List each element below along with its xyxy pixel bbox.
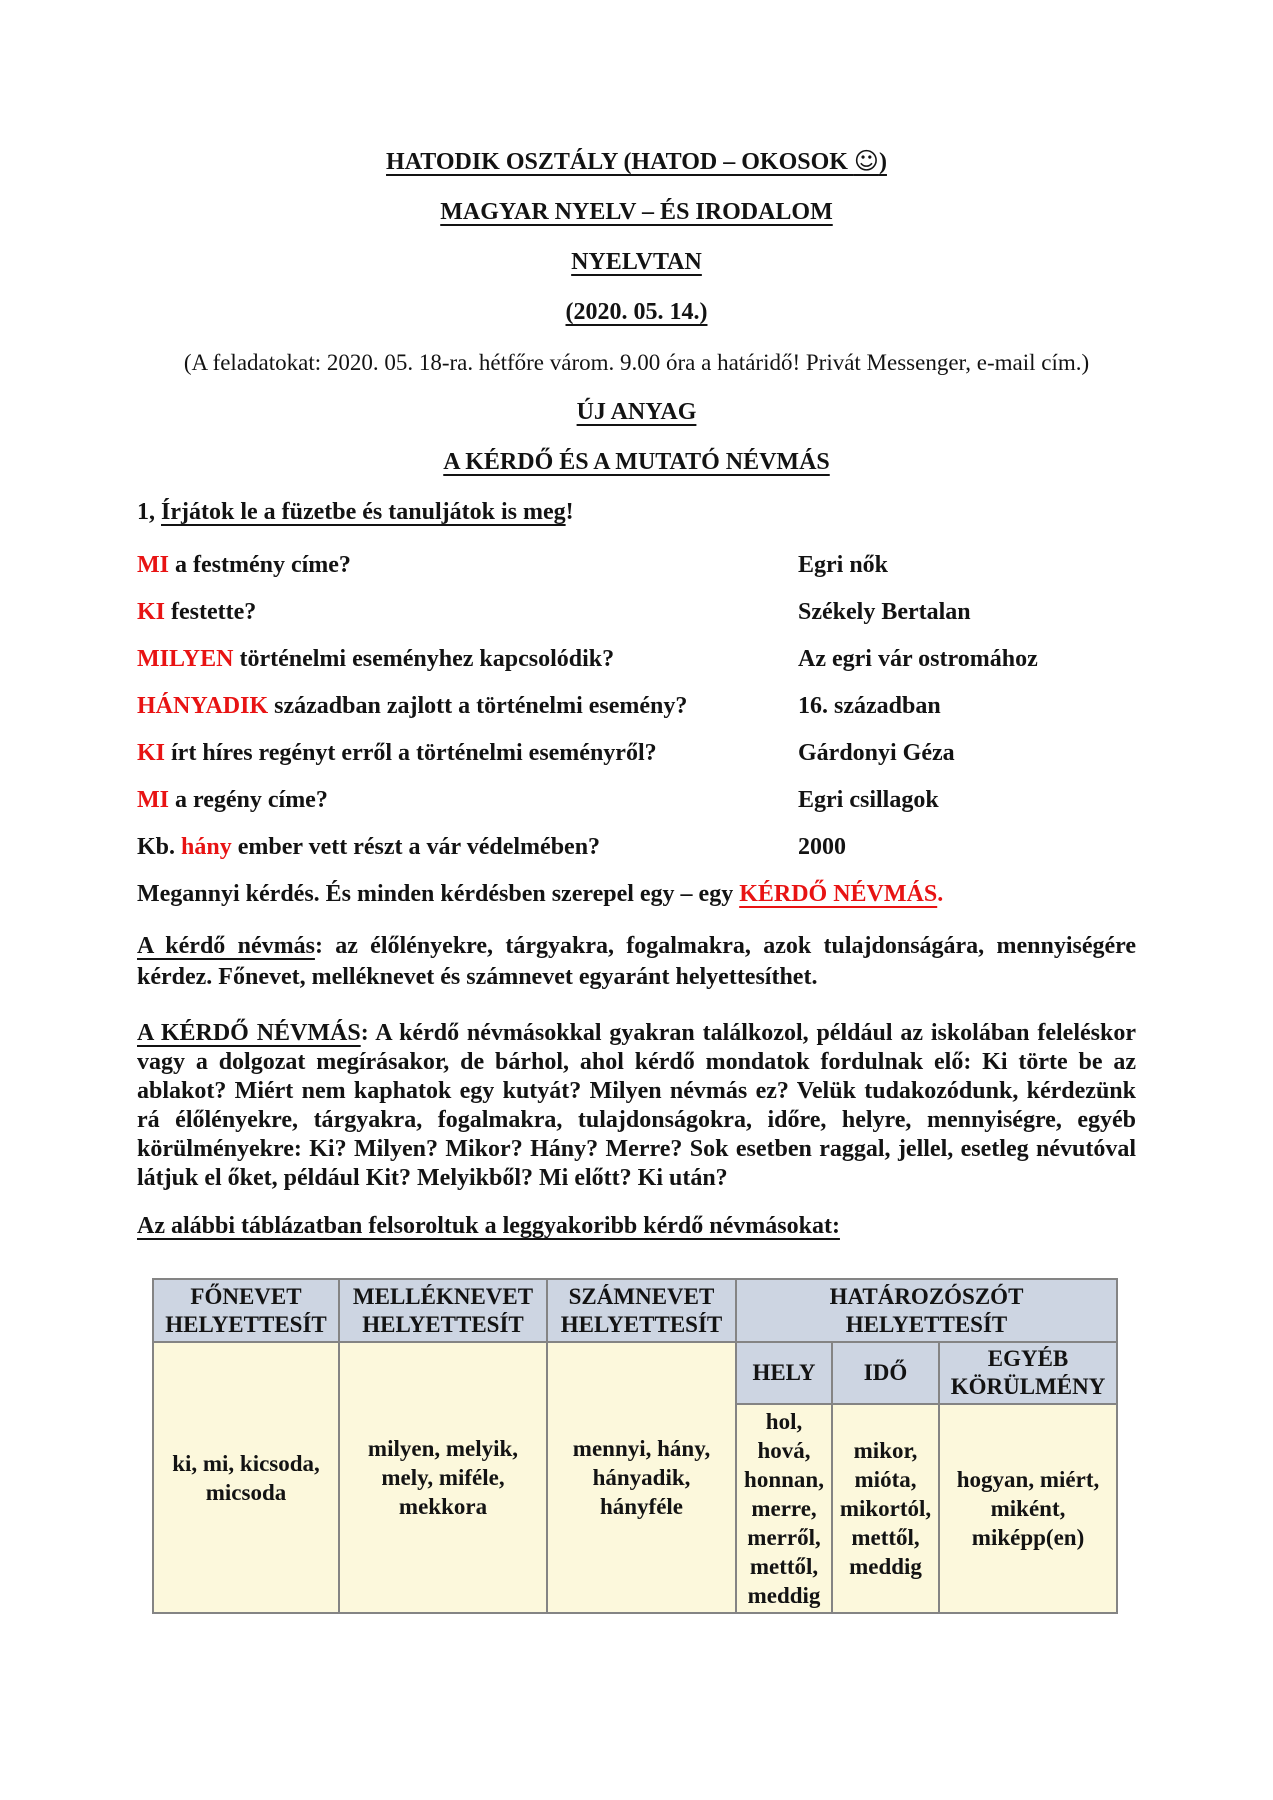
subheader-egyeb: EGYÉB KÖRÜLMÉNY [939, 1342, 1117, 1404]
doc-title [137, 146, 1136, 178]
qa-row [137, 832, 1136, 863]
summary-text: Megannyi kérdés. És minden kérdésben szerepel egy – egy [137, 881, 740, 907]
qa-row [137, 691, 1136, 722]
new-material-heading: ÚJ ANYAG [576, 399, 697, 425]
qa-row [137, 550, 1136, 581]
cell-fonev: ki, mi, kicsoda, micsoda [153, 1342, 339, 1613]
explanation-lead: A KÉRDŐ NÉVMÁS [137, 1020, 361, 1046]
qa-row [137, 738, 1136, 769]
answer: 16. században [798, 693, 941, 719]
question-word: hány [181, 834, 232, 860]
question-rest: festette? [165, 599, 257, 625]
qa-row [137, 644, 1136, 675]
summary-sentence [137, 879, 1136, 910]
question [137, 785, 798, 816]
qa-row [137, 597, 1136, 628]
question [137, 550, 798, 581]
subject-heading: MAGYAR NYELV – ÉS IRODALOM [440, 199, 833, 225]
task-number: 1, [137, 499, 155, 525]
date-heading: (2020. 05. 14.) [565, 299, 708, 325]
question-rest: történelmi eseményhez kapcsolódik? [233, 646, 615, 672]
question-word: KI [137, 599, 166, 625]
question-rest: ember vett részt a vár védelmében? [231, 834, 601, 860]
question [137, 691, 798, 722]
table-subheader-row [153, 1342, 1117, 1404]
question-word: HÁNYADIK [137, 693, 269, 719]
summary-period: . [937, 881, 944, 907]
header-fonevet: FŐNEVET HELYETTESÍT [153, 1279, 339, 1342]
doc-title-text: HATODIK OSZTÁLY (HATOD – OKOSOK [386, 149, 854, 175]
subheader-hely: HELY [736, 1342, 832, 1404]
question-rest: században zajlott a történelmi esemény? [268, 693, 688, 719]
question-prefix: Kb. [137, 834, 182, 860]
header-melleknevet: MELLÉKNEVET HELYETTESÍT [339, 1279, 547, 1342]
answer: Egri nők [798, 552, 889, 578]
qa-row [137, 785, 1136, 816]
explanation-body: A kérdő névmásokkal gyakran találkozol, például az iskolában feleléskor vagy a dolgozat megírásakor, de bárhol, ahol kérdő mondatok fordulnak elő: Ki törte be az ablakot? Miért nem kaphatok egy kutyát? Milyen névmás ez? Velük tudakozódunk, kérdezünk rá élőlényekre, tárgyakra, fogalmakra, tulajdonságokra, időre, helyre, mennyiségre, egyéb körülményekre: Ki? Milyen? Mikor? Hány? Merre? Sok esetben raggal, jellel, esetleg névutóval látjuk el őket, például Kit? Melyikből? Mi előtt? Ki után? [137, 1020, 1136, 1191]
task-exclamation: ! [565, 499, 574, 525]
question [137, 597, 798, 628]
task-text: Írjátok le a füzetbe és tanuljátok is meg [161, 499, 566, 525]
definition-colon: : [314, 933, 323, 959]
answer: Gárdonyi Géza [798, 740, 955, 766]
question-word: KI [137, 740, 166, 766]
header-hatarozoszot: HATÁROZÓSZÓT HELYETTESÍT [736, 1279, 1117, 1342]
question [137, 644, 798, 675]
definition-lead: A kérdő névmás [137, 933, 315, 959]
question-answer-list [137, 550, 1136, 863]
answer: Az egri vár ostromához [798, 646, 1038, 672]
table-intro: Az alábbi táblázatban felsoroltuk a leggyakoribb kérdő névmásokat: [137, 1213, 840, 1239]
doc-title-close: ) [878, 149, 887, 175]
explanation-paragraph [137, 1019, 1136, 1193]
definition-body: az élőlényekre, tárgyakra, fogalmakra, azok tulajdonságára, mennyiségére kérdez. Főnevet, melléknevet és számnevet egyaránt helyettesíthet. [137, 933, 1136, 990]
cell-melleknev: milyen, melyik, mely, miféle, mekkora [339, 1342, 547, 1613]
topic-heading: NYELVTAN [571, 249, 702, 275]
table-header-row [153, 1279, 1117, 1342]
question-rest: a regény címe? [169, 787, 328, 813]
question-rest: írt híres regényt erről a történelmi eseményről? [165, 740, 657, 766]
answer: Székely Bertalan [798, 599, 971, 625]
question-word: MILYEN [137, 646, 234, 672]
answer: 2000 [798, 834, 846, 860]
deadline-note: (A feladatokat: 2020. 05. 18-ra. hétfőre várom. 9.00 óra a határidő! Privát Messenger, e-mail cím.) [183, 350, 1090, 375]
task-instruction [137, 497, 1136, 528]
cell-szamnev: mennyi, hány, hányadik, hányféle [547, 1342, 736, 1613]
highlight-kerdo-nevmas: KÉRDŐ NÉVMÁS [739, 881, 938, 907]
question-word: MI [137, 787, 169, 813]
cell-ido: mikor, mióta, mikortól, mettől, meddig [832, 1404, 939, 1613]
subheader-ido: IDŐ [832, 1342, 939, 1404]
question-rest: a festmény címe? [169, 552, 351, 578]
question [137, 738, 798, 769]
pronoun-table [152, 1278, 1118, 1614]
cell-hely: hol, hová, honnan, merre, merről, mettől, meddig [736, 1404, 832, 1613]
question [137, 832, 798, 863]
explanation-colon: : [360, 1020, 369, 1046]
question-word: MI [137, 552, 169, 578]
cell-egyeb: hogyan, miért, miként, miképp(en) [939, 1404, 1117, 1613]
definition-paragraph [137, 931, 1136, 993]
lesson-title: A KÉRDŐ ÉS A MUTATÓ NÉVMÁS [443, 449, 830, 475]
smiley-icon: ☺ [853, 147, 879, 175]
header-szamnevet: SZÁMNEVET HELYETTESÍT [547, 1279, 736, 1342]
answer: Egri csillagok [798, 787, 939, 813]
